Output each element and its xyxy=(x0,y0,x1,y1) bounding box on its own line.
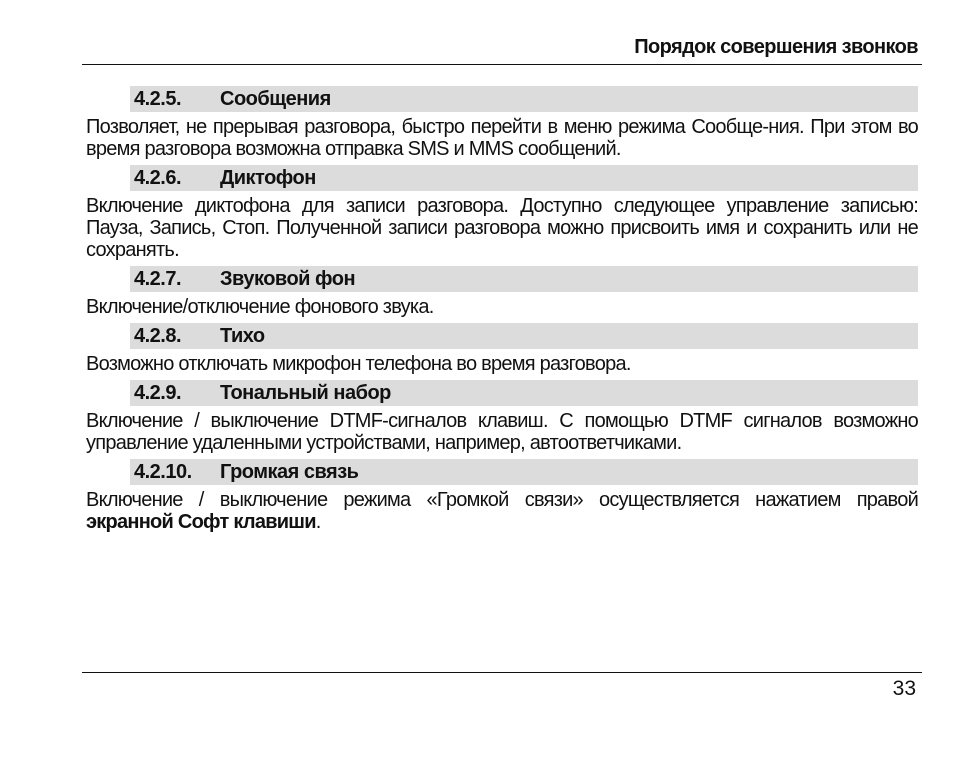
section-text-tone-dialing: Включение / выключение DTMF-сигналов клавиш. С помощью DTMF сигналов возможно управление удаленными устройствами, например, автоответчиками. xyxy=(86,410,918,454)
section-number: 4.2.10. xyxy=(134,461,192,483)
section-title: Тональный набор xyxy=(220,382,391,404)
section-title: Диктофон xyxy=(220,167,316,189)
section-title: Громкая связь xyxy=(220,461,359,483)
section-title: Тихо xyxy=(220,325,265,347)
section-text-speakerphone xyxy=(86,489,918,533)
section-heading-speakerphone xyxy=(130,459,918,485)
section-number: 4.2.7. xyxy=(134,268,182,290)
section-text-mute: Возможно отключать микрофон телефона во время разговора. xyxy=(86,353,631,375)
section-heading-background-sound xyxy=(130,266,918,292)
section-title: Звуковой фон xyxy=(220,268,356,290)
page-content xyxy=(86,86,918,538)
header-title: Порядок совершения звонков xyxy=(634,36,918,58)
section-heading-messages xyxy=(130,86,918,112)
text-segment: . xyxy=(315,511,321,533)
section-number: 4.2.8. xyxy=(134,325,182,347)
soft-key-term: экранной Софт клавиши xyxy=(86,511,316,533)
section-text-background-sound: Включение/отключение фонового звука. xyxy=(86,296,434,318)
section-number: 4.2.6. xyxy=(134,167,182,189)
section-heading-mute xyxy=(130,323,918,349)
page-number: 33 xyxy=(892,677,916,700)
section-heading-recorder xyxy=(130,165,918,191)
page-footer xyxy=(82,672,922,700)
section-number: 4.2.5. xyxy=(134,88,182,110)
section-number: 4.2.9. xyxy=(134,382,182,404)
section-heading-tone-dialing xyxy=(130,380,918,406)
section-text-recorder: Включение диктофона для записи разговора. Доступно следующее управление записью: Пауза, Запись, Стоп. Полученной записи разговора можно присвоить имя и сохранить или не сохранять. xyxy=(86,195,918,261)
section-text-messages: Позволяет, не прерывая разговора, быстро перейти в меню режима Сообще-ния. При этом во время разговора возможна отправка SMS и MMS сообщений. xyxy=(86,116,918,160)
page-header xyxy=(82,36,922,65)
text-segment: Включение / выключение режима «Громкой связи» осуществляется нажатием правой xyxy=(86,489,918,511)
section-title: Сообщения xyxy=(220,88,331,110)
